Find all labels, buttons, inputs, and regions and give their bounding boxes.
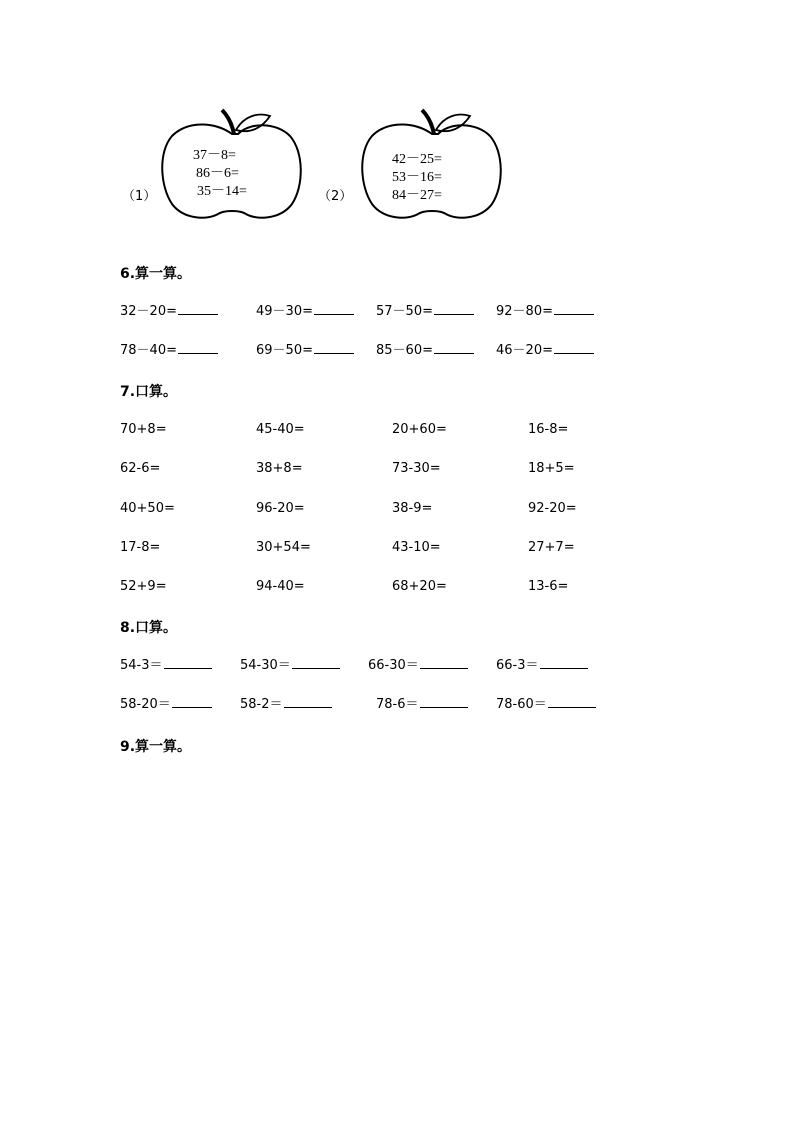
q7-item: 38-9= (392, 501, 433, 516)
apple-2-problems (392, 151, 442, 205)
q7-row (0, 459, 794, 479)
q8-item: 66-3＝ (496, 656, 588, 676)
q7-item: 27+7= (528, 540, 575, 555)
q7-item: 18+5= (528, 461, 575, 476)
q6-item: 32－20= (120, 302, 218, 322)
answer-blank[interactable] (178, 341, 218, 354)
q7-item: 96-20= (256, 501, 305, 516)
q6-item: 85－60= (376, 341, 474, 361)
answer-blank[interactable] (284, 695, 332, 708)
answer-blank[interactable] (540, 656, 588, 669)
answer-blank[interactable] (554, 302, 594, 315)
answer-blank[interactable] (420, 695, 468, 708)
q7-item: 52+9= (120, 579, 167, 594)
answer-blank[interactable] (420, 656, 468, 669)
q8-item: 54-30＝ (240, 656, 340, 676)
q8-item: 78-6＝ (376, 695, 468, 715)
answer-blank[interactable] (548, 695, 596, 708)
q7-row (0, 499, 794, 519)
q9-title: 9.算一算。 (120, 739, 192, 755)
answer-blank[interactable] (314, 341, 354, 354)
q8-item: 66-30＝ (368, 656, 468, 676)
q7-item: 94-40= (256, 579, 305, 594)
q7-item: 68+20= (392, 579, 447, 594)
q7-item: 62-6= (120, 461, 161, 476)
q8-row (0, 695, 794, 715)
q7-item: 70+8= (120, 422, 167, 437)
q7-item: 43-10= (392, 540, 441, 555)
q8-item: 54-3＝ (120, 656, 212, 676)
q6-item: 49－30= (256, 302, 354, 322)
q6-row (0, 341, 794, 361)
q8-row (0, 656, 794, 676)
apple-2-label: （2） (318, 189, 353, 204)
q7-item: 40+50= (120, 501, 175, 516)
q7-row (0, 420, 794, 440)
apple-1-problem: 86－6= (196, 166, 239, 181)
apple-2-problem: 84－27= (392, 188, 442, 203)
q7-item: 92-20= (528, 501, 577, 516)
answer-blank[interactable] (164, 656, 212, 669)
answer-blank[interactable] (434, 341, 474, 354)
apple-2-problem: 42－25= (392, 152, 442, 167)
q7-title: 7.口算。 (120, 384, 178, 400)
answer-blank[interactable] (178, 302, 218, 315)
q7-row (0, 577, 794, 597)
q6-item: 78－40= (120, 341, 218, 361)
q7-item: 73-30= (392, 461, 441, 476)
apple-1-problem: 37－8= (193, 148, 236, 163)
q7-item: 16-8= (528, 422, 569, 437)
q8-item: 58-2＝ (240, 695, 332, 715)
q7-item: 20+60= (392, 422, 447, 437)
answer-blank[interactable] (554, 341, 594, 354)
q8-item: 58-20＝ (120, 695, 212, 715)
q6-item: 92－80= (496, 302, 594, 322)
q6-row (0, 302, 794, 322)
apple-1-problems (193, 147, 247, 201)
answer-blank[interactable] (434, 302, 474, 315)
apple-1-problem: 35－14= (197, 184, 247, 199)
q7-item: 30+54= (256, 540, 311, 555)
q8-item: 78-60＝ (496, 695, 596, 715)
q7-row (0, 538, 794, 558)
q7-item: 13-6= (528, 579, 569, 594)
q7-item: 38+8= (256, 461, 303, 476)
q6-item: 69－50= (256, 341, 354, 361)
q6-item: 57－50= (376, 302, 474, 322)
apple-1-label: （1） (122, 189, 157, 204)
answer-blank[interactable] (172, 695, 212, 708)
apple-2-problem: 53－16= (392, 170, 442, 185)
answer-blank[interactable] (292, 656, 340, 669)
answer-blank[interactable] (314, 302, 354, 315)
q7-item: 45-40= (256, 422, 305, 437)
q8-title: 8.口算。 (120, 620, 178, 636)
q6-item: 46－20= (496, 341, 594, 361)
q6-title: 6.算一算。 (120, 266, 192, 282)
q7-item: 17-8= (120, 540, 161, 555)
